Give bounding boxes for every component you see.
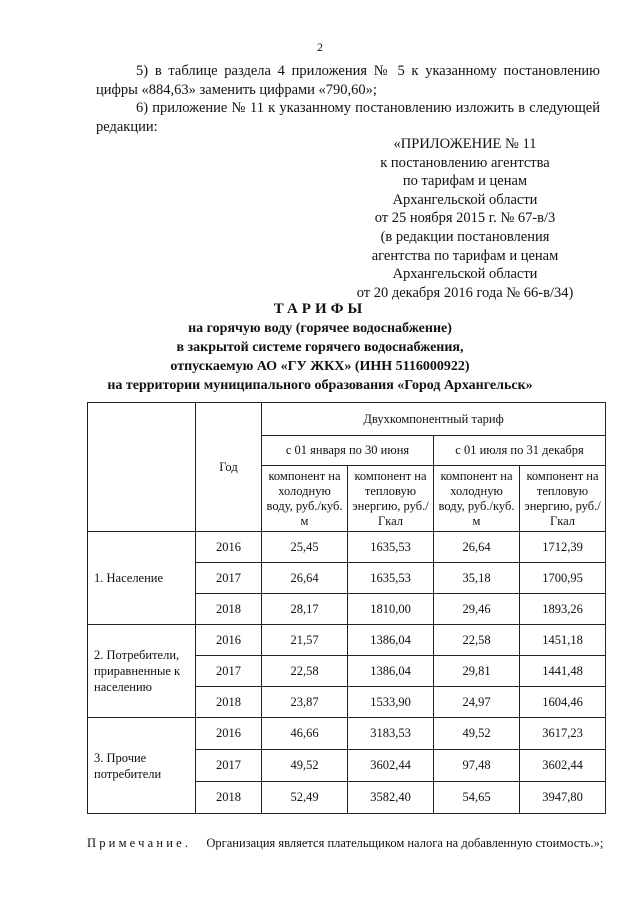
- value-cell: 3183,53: [348, 718, 434, 750]
- year-cell: 2017: [196, 656, 262, 687]
- value-cell: 35,18: [434, 563, 520, 594]
- value-cell: 1441,48: [520, 656, 606, 687]
- value-cell: 1604,46: [520, 687, 606, 718]
- table-row: [88, 625, 606, 656]
- paragraph-item-6: 6) приложение № 11 к указанному постановлению изложить в следующей редакции:: [96, 100, 600, 135]
- value-cell: 23,87: [262, 687, 348, 718]
- note-text: Организация является плательщиком налога на добавленную стоимость.»;: [206, 836, 604, 850]
- year-cell: 2018: [196, 594, 262, 625]
- value-cell: 3602,44: [520, 750, 606, 782]
- appendix-line: Архангельской области: [392, 266, 538, 283]
- appendix-line: к постановлению агентства: [380, 154, 550, 171]
- appendix-line: Архангельской области: [392, 191, 538, 208]
- header-two-component: Двухкомпонентный тариф: [262, 403, 606, 436]
- appendix-line: агентства по тарифам и ценам: [371, 247, 559, 264]
- appendix-line: «ПРИЛОЖЕНИЕ № 11: [393, 136, 537, 152]
- value-cell: 26,64: [434, 532, 520, 563]
- value-cell: 29,81: [434, 656, 520, 687]
- table-row: [88, 718, 606, 750]
- appendix-line: по тарифам и ценам: [402, 173, 528, 190]
- page-number: 2: [317, 40, 323, 54]
- header-comp-heat-2: компонент на тепловую энергию, руб./Гкал: [520, 466, 606, 532]
- group-label: 3. Прочие потребители: [88, 718, 196, 814]
- value-cell: 21,57: [262, 625, 348, 656]
- value-cell: 28,17: [262, 594, 348, 625]
- note: [87, 836, 627, 851]
- corner-cell: [88, 403, 196, 532]
- value-cell: 1635,53: [348, 563, 434, 594]
- appendix-line: от 20 декабря 2016 года № 66-в/34): [356, 284, 574, 301]
- value-cell: 54,65: [434, 782, 520, 814]
- value-cell: 24,97: [434, 687, 520, 718]
- value-cell: 25,45: [262, 532, 348, 563]
- year-cell: 2016: [196, 718, 262, 750]
- value-cell: 1712,39: [520, 532, 606, 563]
- value-cell: 97,48: [434, 750, 520, 782]
- year-cell: 2016: [196, 532, 262, 563]
- value-cell: 1635,53: [348, 532, 434, 563]
- tariff-table: [87, 402, 606, 814]
- year-cell: 2016: [196, 625, 262, 656]
- value-cell: 3582,40: [348, 782, 434, 814]
- value-cell: 1451,18: [520, 625, 606, 656]
- title-line: в закрытой системе горячего водоснабжения,: [176, 340, 464, 355]
- header-comp-heat-1: компонент на тепловую энергию, руб./Гкал: [348, 466, 434, 532]
- title-line: на горячую воду (горячее водоснабжение): [188, 321, 452, 336]
- year-cell: 2017: [196, 563, 262, 594]
- title-line: на территории муниципального образования «Город Архангельск»: [107, 378, 533, 393]
- header-comp-water-1: компонент на холодную воду, руб./куб. м: [262, 466, 348, 532]
- appendix-line: (в редакции постановления: [380, 228, 550, 245]
- appendix-line: от 25 ноября 2015 г. № 67-в/3: [374, 210, 556, 227]
- value-cell: 46,66: [262, 718, 348, 750]
- title-line: отпускаемую АО «ГУ ЖКХ» (ИНН 5116000922): [170, 359, 470, 374]
- year-cell: 2018: [196, 782, 262, 814]
- appendix-header: [330, 135, 600, 302]
- group-label: 1. Население: [88, 532, 196, 625]
- year-cell: 2017: [196, 750, 262, 782]
- value-cell: 29,46: [434, 594, 520, 625]
- value-cell: 49,52: [262, 750, 348, 782]
- value-cell: 1810,00: [348, 594, 434, 625]
- header-comp-water-2: компонент на холодную воду, руб./куб. м: [434, 466, 520, 532]
- header-period-1: с 01 января по 30 июня: [262, 436, 434, 466]
- year-cell: 2018: [196, 687, 262, 718]
- paragraph-item-5: 5) в таблице раздела 4 приложения № 5 к указанному постановлению цифры «884,63» заменить цифрами «790,60»;: [96, 63, 600, 98]
- table-row: [88, 532, 606, 563]
- value-cell: 3617,23: [520, 718, 606, 750]
- value-cell: 26,64: [262, 563, 348, 594]
- note-label: Примечание.: [87, 836, 192, 850]
- header-year: Год: [196, 403, 262, 532]
- group-label: 2. Потребители, приравненные к населению: [88, 625, 196, 718]
- value-cell: 1893,26: [520, 594, 606, 625]
- value-cell: 22,58: [434, 625, 520, 656]
- value-cell: 1386,04: [348, 625, 434, 656]
- title-main: ТАРИФЫ: [273, 301, 367, 317]
- value-cell: 3602,44: [348, 750, 434, 782]
- value-cell: 22,58: [262, 656, 348, 687]
- document-title: [0, 300, 640, 395]
- value-cell: 3947,80: [520, 782, 606, 814]
- value-cell: 49,52: [434, 718, 520, 750]
- header-period-2: с 01 июля по 31 декабря: [434, 436, 606, 466]
- value-cell: 1700,95: [520, 563, 606, 594]
- value-cell: 52,49: [262, 782, 348, 814]
- value-cell: 1533,90: [348, 687, 434, 718]
- value-cell: 1386,04: [348, 656, 434, 687]
